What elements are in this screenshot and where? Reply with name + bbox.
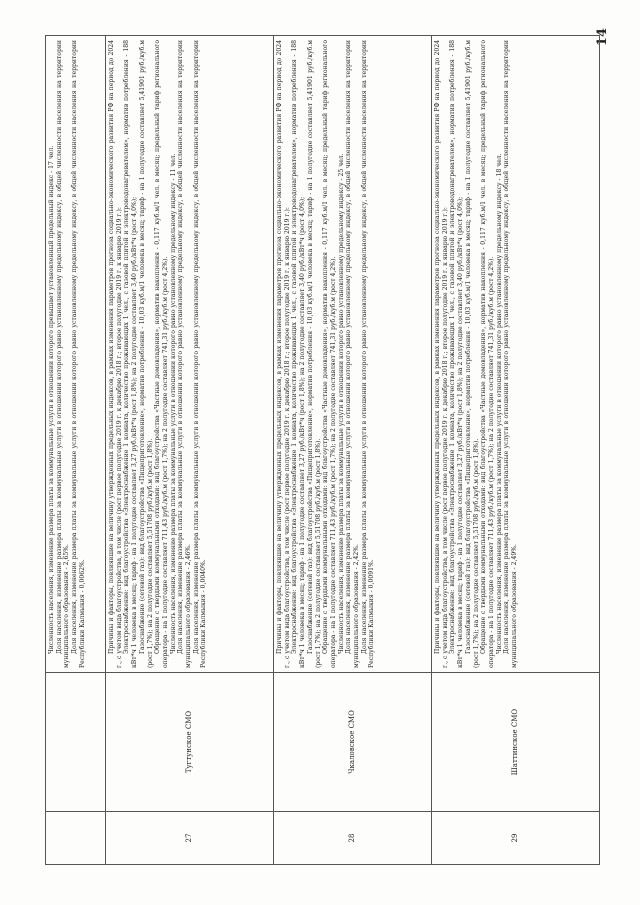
table-row	[274, 36, 432, 865]
paragraph: Газоснабжение (сетевой газ): вид благоустройства «Пищеприготовление», норматив потребления - 10,03 куб.м/1 человека в месяц; тариф - на 1 полугодие составляет 5,41901 руб./куб.м (рост 1,7%); на 2 полугодие составляет 5,51708 руб./куб.м (рост 1,8%).	[464, 40, 480, 668]
paragraph: Обращение с твердыми коммунальными отходами: вид благоустройства «Частные домовладения», норматив накопления - 0,117 куб.м/1 чел. в месяц; предельный тариф регионального оператора - на 1 полугодие составляет 711,43 руб./куб.м (рост 1,7%); на 2 полугодие составляет 741,31 руб./куб.м (рост 4,2%).	[480, 40, 495, 668]
table-row-continuation	[46, 36, 106, 865]
municipality-cell: Чкаловское СМО	[274, 673, 432, 812]
paragraph: Численность населения, изменение размера платы за коммунальные услуги в отношении которого равно установленному предельному индексу - 18 чел.	[495, 153, 503, 654]
paragraph: Обращение с твердыми коммунальными отходами: вид благоустройства «Частные домовладения», норматив накопления - 0,117 куб.м/1 чел. в месяц; предельный тариф регионального оператора - на 1 полугодие составляет 711,43 руб./куб.м (рост 1,7%); на 2 полугодие составляет 741,31 руб./куб.м (рост 4,2%).	[322, 40, 337, 668]
rotated-table-wrapper	[45, 35, 600, 865]
table-row	[432, 36, 600, 865]
paragraph: Газоснабжение (сетевой газ): вид благоустройства «Пищеприготовление», норматив потребления - 10,03 куб.м/1 человека в месяц; тариф - на 1 полугодие составляет 5,41901 руб./куб.м (рост 1,7%); на 2 полугодие составляет 5,51708 руб./куб.м (рост 1,8%).	[138, 40, 154, 668]
paragraph: Доля населения, изменение размера платы за коммунальные услуги в отношении которого равно установленному предельному индексу, в общей численности населения на территории муниципального образования - 2,49%.	[503, 40, 519, 668]
row-number-cell: 27	[106, 812, 274, 865]
row-number-cell	[46, 812, 106, 865]
paragraph: Доля населения, изменение размера платы за коммунальные услуги в отношении которого равно установленному предельному индексу, в общей численности населения на территории Республики Калмыкия - 0,0040%.	[192, 40, 208, 668]
description-cell	[46, 36, 106, 673]
paragraph: Электроснабжение: вид благоустройства «Электроснабжение 1 комната, количество проживающих 1 чел., с газовой плитой и электроводонагревателем», норматив потребления - 188 кВт*ч 1 человека в месяц; тариф - на 1 полугодие составляет 3,27 руб./кВт*ч (рост 1,8%); на 2 полугодие составляет 3,40 руб./кВт*ч (рост 4,0%);	[291, 40, 307, 668]
tariff-table	[45, 35, 600, 865]
paragraph: Электроснабжение: вид благоустройства «Электроснабжение 1 комната, количество проживающих 1 чел., с газовой плитой и электроводонагревателем», норматив потребления - 188 кВт*ч 1 человека в месяц; тариф - на 1 полугодие составляет 3,27 руб./кВт*ч (рост 1,8%); на 2 полугодие составляет 3,40 руб./кВт*ч (рост 4,0%);	[449, 40, 465, 668]
paragraph: Причины и факторы, повлиявшие на величину утвержденных предельных индексов, в рамках изменения параметров прогноза социально-экономического развития РФ на период до 2024 г., с учетом вида благоустройства, в том числе (рост первое полугодие 2019 г. к декабрю 2018 г.; второе полугодие 2019 г. к январю 2019 г.):	[434, 40, 449, 668]
paragraph: Доля населения, изменение размера платы за коммунальные услуги в отношении которого равно установленному предельному индексу, в общей численности населения на территории муниципального образования - 2,42%.	[345, 40, 361, 668]
paragraph: Численность населения, изменение размера платы за коммунальные услуги в отношении которого равно установленному предельному индексу - 11 чел.	[169, 153, 177, 654]
municipality-cell: Тугтунское СМО	[106, 673, 274, 812]
description-cell	[106, 36, 274, 673]
paragraph: Электроснабжение: вид благоустройства «Электроснабжение 1 комната, количество проживающих 1 чел., с газовой плитой и электроводонагревателем», норматив потребления - 188 кВт*ч 1 человека в месяц; тариф - на 1 полугодие составляет 3,27 руб./кВт*ч (рост 1,8%); на 2 полугодие составляет 3,40 руб./кВт*ч (рост 4,0%);	[123, 40, 139, 668]
paragraph: Доля населения, изменение размера платы за коммунальные услуги в отношении которого равно установленному предельному индексу, в общей численности населения на территории муниципального образования - 2,65%.	[55, 40, 71, 668]
paragraph: Причины и факторы, повлиявшие на величину утвержденных предельных индексов, в рамках изменения параметров прогноза социально-экономического развития РФ на период до 2024 г., с учетом вида благоустройства, в том числе (рост первое полугодие 2019 г. к декабрю 2018 г.; второе полугодие 2019 г. к январю 2019 г.):	[276, 40, 291, 668]
table-row	[106, 36, 274, 865]
description-cell	[274, 36, 432, 673]
row-number-cell: 29	[432, 812, 600, 865]
row-number-cell: 28	[274, 812, 432, 865]
paragraph: Доля населения, изменение размера платы за коммунальные услуги в отношении которого равно установленному предельному индексу, в общей численности населения на территории Республики Калмыкия - 0,0091%.	[360, 40, 376, 668]
municipality-cell: Шаттинское СМО	[432, 673, 600, 812]
paragraph: Обращение с твердыми коммунальными отходами: вид благоустройства «Частные домовладения», норматив накопления - 0,117 куб.м/1 чел. в месяц; предельный тариф регионального оператора - на 1 полугодие составляет 711,43 руб./куб.м (рост 1,7%); на 2 полугодие составляет 741,31 руб./куб.м (рост 4,2%).	[154, 40, 169, 668]
paragraph: Численность населения, изменение размера платы за коммунальные услуги в отношении которого равно установленному предельному индексу - 25 чел.	[337, 153, 345, 654]
page-number: 14	[595, 28, 610, 47]
paragraph: Газоснабжение (сетевой газ): вид благоустройства «Пищеприготовление», норматив потребления - 10,03 куб.м/1 человека в месяц; тариф - на 1 полугодие составляет 5,41901 руб./куб.м (рост 1,7%); на 2 полугодие составляет 5,51708 руб./куб.м (рост 1,8%).	[306, 40, 322, 668]
paragraph: Доля населения, изменение размера платы за коммунальные услуги в отношении которого равно установленному предельному индексу, в общей численности населения на территории Республики Калмыкия - 0,0062%.	[71, 40, 86, 668]
municipality-cell	[46, 673, 106, 812]
description-cell	[432, 36, 600, 673]
paragraph: Доля населения, изменение размера платы за коммунальные услуги в отношении которого равно установленному предельному индексу, в общей численности населения на территории муниципального образования - 2,46%.	[177, 40, 193, 668]
paragraph: Численность населения, изменение размера платы за коммунальные услуги в отношении которого превышает установленный предельный индекс - 17 чел.	[48, 145, 55, 654]
paragraph: Причины и факторы, повлиявшие на величину утвержденных предельных индексов, в рамках изменения параметров прогноза социально-экономического развития РФ на период до 2024 г., с учетом вида благоустройства, в том числе (рост первое полугодие 2019 г. к декабрю 2018 г.; второе полугодие 2019 г. к январю 2019 г.):	[108, 40, 123, 668]
